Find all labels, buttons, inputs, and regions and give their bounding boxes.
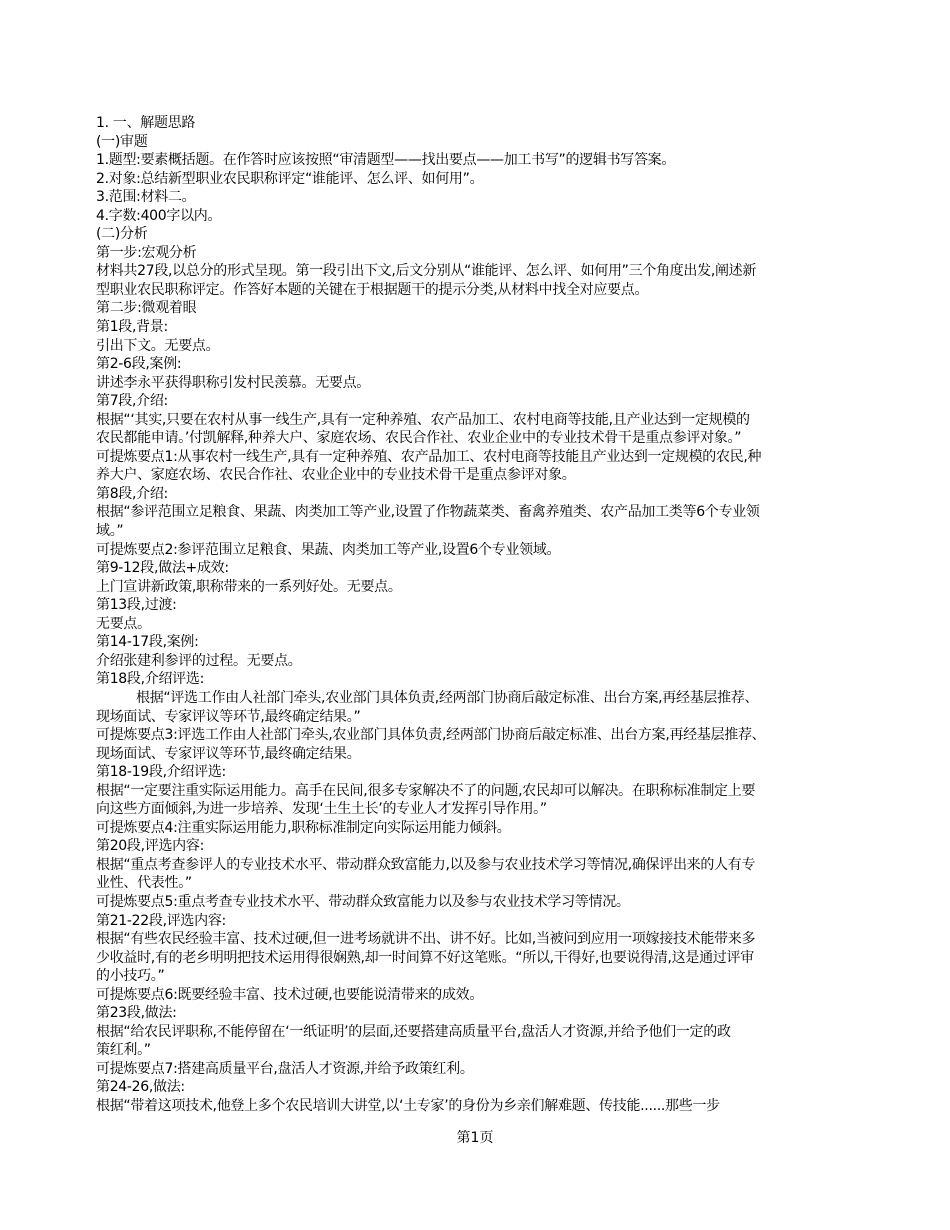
text-line: 策红利。” bbox=[96, 1042, 151, 1059]
text-line: 业性、代表性。” bbox=[96, 875, 192, 892]
text-line: 第9-12段,做法+成效: bbox=[96, 560, 229, 577]
text-line: 农民都能申请。’付凯解释,种养大户、家庭农场、农民合作社、农业企业中的专业技术骨干是重点参评对象。” bbox=[96, 430, 742, 447]
text-line: 第24-26,做法: bbox=[96, 1079, 185, 1096]
text-line: (二)分析 bbox=[96, 226, 148, 243]
text-line: 上门宣讲新政策,职称带来的一系列好处。无要点。 bbox=[96, 578, 402, 595]
text-line: 可提炼要点6:既要经验丰富、技术过硬,也要能说清带来的成效。 bbox=[96, 986, 484, 1003]
text-line: 第13段,过渡: bbox=[96, 597, 177, 614]
text-line: 第18段,介绍评选: bbox=[96, 671, 204, 688]
text-line: 1.题型:要素概括题。在作答时应该按照“审清题型——找出要点——加工书写”的逻辑书写答案。 bbox=[96, 152, 676, 169]
text-line: 的小技巧。” bbox=[96, 968, 165, 985]
text-line: 第8段,介绍: bbox=[96, 485, 168, 502]
text-line: 现场面试、专家评议等环节,最终确定结果。” bbox=[96, 708, 361, 725]
text-line: 第18-19段,介绍评选: bbox=[96, 764, 226, 781]
text-line: 可提炼要点1:从事农村一线生产,具有一定种养殖、农产品加工、农村电商等技能且产业达到一定规模的农民,种 bbox=[96, 448, 762, 465]
text-line: 第二步:微观着眼 bbox=[96, 300, 197, 317]
text-line: 引出下文。无要点。 bbox=[96, 337, 220, 354]
text-line: 可提炼要点7:搭建高质量平台,盘活人才资源,并给予政策红利。 bbox=[96, 1060, 474, 1077]
text-line: 介绍张建利参评的过程。无要点。 bbox=[96, 652, 302, 669]
text-line: 4.字数:400字以内。 bbox=[96, 207, 222, 224]
text-line: 可提炼要点2:参评范围立足粮食、果蔬、肉类加工等产业,设置6个专业领域。 bbox=[96, 541, 561, 558]
text-line: 第21-22段,评选内容: bbox=[96, 912, 226, 929]
text-line: 根据“有些农民经验丰富、技术过硬,但一进考场就讲不出、讲不好。比如,当被问到应用一项嫁接技术能带来多 bbox=[96, 931, 756, 948]
text-line: 养大户、家庭农场、农民合作社、农业企业中的专业技术骨干是重点参评对象。 bbox=[96, 467, 576, 484]
text-line: 1. 一、解题思路 bbox=[96, 115, 196, 131]
text-line: 无要点。 bbox=[96, 615, 151, 632]
text-line: 可提炼要点4:注重实际运用能力,职称标准制定向实际运用能力倾斜。 bbox=[96, 819, 511, 836]
text-line: 根据“重点考查参评人的专业技术水平、带动群众致富能力,以及参与农业技术学习等情况,确保评出来的人有专 bbox=[96, 856, 756, 873]
text-line: 讲述李永平获得职称引发村民羡慕。无要点。 bbox=[96, 374, 370, 391]
text-line: 根据“‘其实,只要在农村从事一线生产,具有一定种养殖、农产品加工、农村电商等技能,且产业达到一定规模的 bbox=[96, 411, 750, 428]
text-line: 第7段,介绍: bbox=[96, 393, 168, 410]
text-line: 可提炼要点5:重点考查专业技术水平、带动群众致富能力以及参与农业技术学习等情况。 bbox=[96, 893, 630, 910]
text-line: 域。” bbox=[96, 523, 124, 540]
text-line: 第23段,做法: bbox=[96, 1005, 177, 1022]
text-line: 向这些方面倾斜,为进一步培养、发现‘土生土长’的专业人才发挥引导作用。” bbox=[96, 801, 547, 818]
text-line: 型职业农民职称评定。作答好本题的关键在于根据题干的提示分类,从材料中找全对应要点。 bbox=[96, 281, 649, 298]
text-line: 第1段,背景: bbox=[96, 319, 168, 336]
text-line: 根据“带着这项技术,他登上多个农民培训大讲堂,以‘土专家’的身份为乡亲们解难题、传技能......那些一步 bbox=[96, 1097, 720, 1114]
text-line: 第14-17段,案例: bbox=[96, 634, 199, 651]
text-line: 3.范围:材料二。 bbox=[96, 189, 196, 206]
text-line: 可提炼要点3:评选工作由人社部门牵头,农业部门具体负责,经两部门协商后敲定标准、出台方案,再经基层推荐、 bbox=[96, 727, 766, 744]
text-line: 第20段,评选内容: bbox=[96, 838, 204, 855]
text-line: 2.对象:总结新型职业农民职称评定“谁能评、怎么评、如何用”。 bbox=[96, 170, 484, 187]
text-line: 少收益时,有的老乡明明把技术运用得很娴熟,却一时间算不好这笔账。“所以,干得好,也要说得清,这是通过评审 bbox=[96, 949, 754, 966]
text-line: 根据“一定要注重实际运用能力。高手在民间,很多专家解决不了的问题,农民却可以解决。在职称标准制定上要 bbox=[96, 782, 756, 799]
text-line: 第2-6段,案例: bbox=[96, 356, 182, 373]
text-line: 第一步:宏观分析 bbox=[96, 244, 197, 261]
text-line: 根据“给农民评职称,不能停留在‘一纸证明’的层面,还要搭建高质量平台,盘活人才资源,并给予他们一定的政 bbox=[96, 1023, 731, 1040]
text-line: 根据“评选工作由人社部门牵头,农业部门具体负责,经两部门协商后敲定标准、出台方案,再经基层推荐、 bbox=[136, 689, 759, 706]
document-body bbox=[96, 114, 871, 1116]
text-line: 现场面试、专家评议等环节,最终确定结果。 bbox=[96, 745, 361, 762]
text-line: (一)审题 bbox=[96, 133, 148, 150]
text-line: 材料共27段,以总分的形式呈现。第一段引出下文,后文分别从“谁能评、怎么评、如何用”三个角度出发,阐述新 bbox=[96, 263, 757, 280]
text-line: 根据“参评范围立足粮食、果蔬、肉类加工等产业,设置了作物蔬菜类、畜禽养殖类、农产品加工类等6个专业领 bbox=[96, 504, 760, 521]
page-number: 第1页 bbox=[456, 1130, 494, 1146]
